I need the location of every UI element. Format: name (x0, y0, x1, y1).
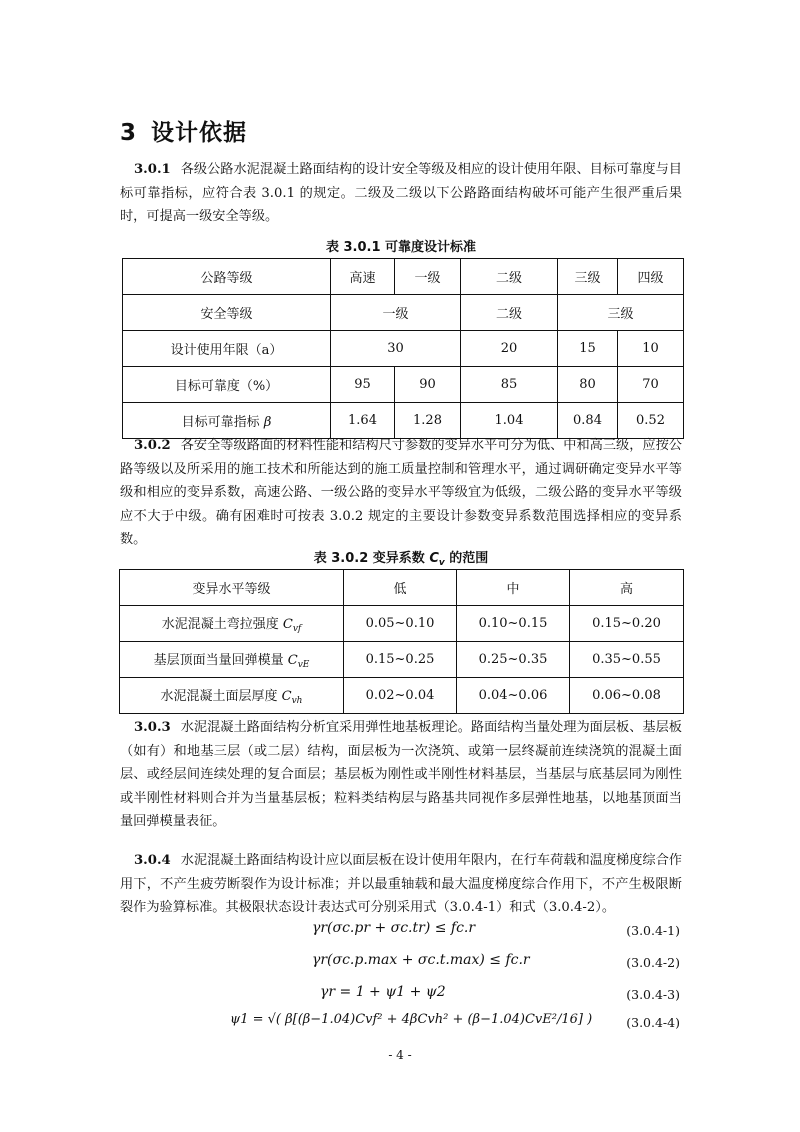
table-cell: 95 (331, 367, 395, 403)
clause-3-0-3 (120, 716, 682, 834)
row-symbol: C (281, 689, 292, 704)
formula-expression: γr(σc.p.max + σc.t.max) ≤ fc.r (312, 952, 530, 968)
page-number: - 4 - (388, 1048, 412, 1062)
clause-number: 3.0.3 (134, 720, 171, 735)
clause-text: 水泥混凝土路面结构设计应以面层板在设计使用年限内，在行车荷载和温度梯度综合作用下，不产生疲劳断裂作为设计标准；并以最重轴载和最大温度梯度综合作用下，不产生极限断裂作为验算标准。其极限状态设计表达式可分别采用式（3.0.4-1）和式（3.0.4-2）。 (120, 853, 682, 916)
formula-tag: (3.0.4-1) (626, 923, 680, 938)
table-cell: 20 (461, 331, 558, 367)
beta-symbol: β (263, 415, 272, 430)
table-cell: 0.06~0.08 (570, 678, 684, 714)
formula-expression: γr(σc.pr + σc.tr) ≤ fc.r (312, 920, 476, 936)
formula-3-0-4-2 (120, 952, 682, 976)
clause-number: 3.0.4 (134, 853, 171, 868)
table-cell: 70 (618, 367, 684, 403)
row-label: 设计使用年限（a） (123, 331, 331, 367)
row-label-text: 水泥混凝土面层厚度 (160, 689, 282, 704)
caption-prefix: 表 3.0.2 变异系数 (313, 551, 430, 566)
table-cell: 0.25~0.35 (457, 642, 570, 678)
formula-tag: (3.0.4-2) (626, 955, 680, 970)
clause-3-0-4 (120, 849, 682, 920)
row-label (120, 642, 344, 678)
table-cell: 1.28 (395, 403, 461, 439)
clause-number: 3.0.1 (134, 162, 171, 177)
table-cell: 0.35~0.55 (570, 642, 684, 678)
table-cell: 高速 (331, 259, 395, 295)
table-cell: 三级 (558, 259, 618, 295)
table-cell: 85 (461, 367, 558, 403)
table-cell: 二级 (461, 259, 558, 295)
formula-3-0-4-4 (120, 1012, 682, 1036)
table-cell: 0.84 (558, 403, 618, 439)
row-label-text: 水泥混凝土弯拉强度 (161, 617, 283, 632)
table-row (123, 295, 684, 331)
clause-text: 水泥混凝土路面结构分析宜采用弹性地基板理论。路面结构当量处理为面层板、基层板（如有）和地基三层（或二层）结构，面层板为一次浇筑、或第一层终凝前连续浇筑的混凝土面层、或经层间连续处理的复合面层；基层板为刚性或半刚性材料基层，当基层与底基层同为刚性或半刚性材料则合并为当量基层板；粒料类结构层与路基共同视作多层弹性地基，以地基顶面当量回弹模量表征。 (120, 720, 682, 830)
table-cell: 0.05~0.10 (344, 606, 457, 642)
table-cell: 1.04 (461, 403, 558, 439)
clause-number: 3.0.2 (134, 438, 171, 453)
caption-subscript: v (438, 558, 445, 568)
row-subscript: vf (292, 624, 302, 634)
row-subscript: vE (297, 660, 310, 670)
table-3-0-2-caption (120, 547, 682, 568)
chapter-number: 3 (120, 120, 138, 146)
row-label (120, 678, 344, 714)
table-cell: 1.64 (331, 403, 395, 439)
row-label (120, 606, 344, 642)
chapter-heading (120, 114, 247, 147)
row-label-text: 基层顶面当量回弹模量 (153, 653, 288, 668)
formula-tag: (3.0.4-3) (626, 987, 680, 1002)
table-row (123, 367, 684, 403)
row-label: 公路等级 (123, 259, 331, 295)
table-row (120, 678, 684, 714)
formula-tag: (3.0.4-4) (626, 1015, 680, 1030)
table-cell: 二级 (461, 295, 558, 331)
caption-suffix: 的范围 (444, 551, 489, 566)
table-cell: 0.10~0.15 (457, 606, 570, 642)
chapter-title: 设计依据 (151, 120, 248, 146)
table-3-0-1-caption: 表 3.0.1 可靠度设计标准 (325, 240, 477, 255)
table-row (123, 331, 684, 367)
table-row (120, 642, 684, 678)
table-3-0-1 (122, 258, 684, 439)
table-row (120, 570, 684, 606)
table-cell: 15 (558, 331, 618, 367)
table-row (120, 606, 684, 642)
row-label: 安全等级 (123, 295, 331, 331)
header-cell: 中 (457, 570, 570, 606)
table-cell: 三级 (558, 295, 684, 331)
table-cell: 10 (618, 331, 684, 367)
header-cell: 高 (570, 570, 684, 606)
table-3-0-2 (119, 569, 684, 714)
header-cell: 变异水平等级 (120, 570, 344, 606)
clause-text: 各安全等级路面的材料性能和结构尺寸参数的变异水平可分为低、中和高三级，应按公路等级以及所采用的施工技术和所能达到的施工质量控制和管理水平，通过调研确定变异水平等级和相应的变异系数，高速公路、一级公路的变异水平等级宜为低级，二级公路的变异水平等级应不大于中级。确有困难时可按表 3.0.2 规定的主要设计参数变异系数范围选择相应的变异系数。 (120, 438, 682, 548)
table-cell: 0.52 (618, 403, 684, 439)
table-cell: 30 (331, 331, 461, 367)
formula-expression: ψ1 = √( β[(β−1.04)Cvf² + 4βCvh² + (β−1.04)CvE²/16] ) (230, 1012, 593, 1027)
table-cell: 0.15~0.25 (344, 642, 457, 678)
clause-3-0-1 (120, 158, 682, 229)
table-cell: 0.15~0.20 (570, 606, 684, 642)
header-cell: 低 (344, 570, 457, 606)
table-cell: 一级 (395, 259, 461, 295)
caption-symbol: C (429, 551, 439, 566)
formula-expression: γr = 1 + ψ1 + ψ2 (320, 984, 446, 1000)
table-cell: 80 (558, 367, 618, 403)
clause-3-0-2 (120, 434, 682, 552)
table-cell: 90 (395, 367, 461, 403)
table-cell: 0.02~0.04 (344, 678, 457, 714)
row-symbol: C (287, 653, 298, 668)
table-row (123, 259, 684, 295)
row-label-text: 目标可靠指标 (181, 415, 260, 430)
clause-text: 各级公路水泥混凝土路面结构的设计安全等级及相应的设计使用年限、目标可靠度与目标可靠指标，应符合表 3.0.1 的规定。二级及二级以下公路路面结构破坏可能产生很严重后果时，可提高一级安全等级。 (120, 162, 682, 225)
row-subscript: vh (291, 696, 303, 706)
row-label: 目标可靠度（%） (123, 367, 331, 403)
table-cell: 四级 (618, 259, 684, 295)
formula-3-0-4-1 (120, 920, 682, 944)
table-cell: 一级 (331, 295, 461, 331)
table-cell: 0.04~0.06 (457, 678, 570, 714)
formula-3-0-4-3 (120, 984, 682, 1008)
row-symbol: C (282, 617, 293, 632)
